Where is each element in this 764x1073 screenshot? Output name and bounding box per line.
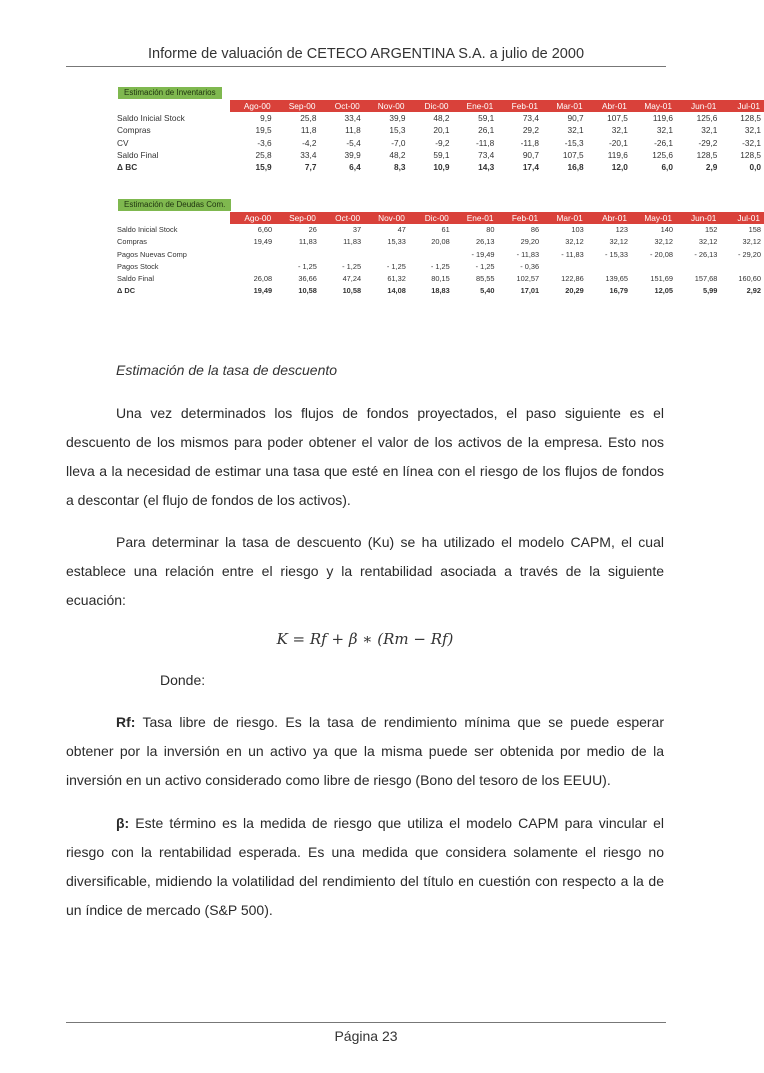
page-header: Informe de valuación de CETECO ARGENTINA S.A. a julio de 2000 xyxy=(147,46,585,62)
table-cell: 73,4 xyxy=(478,149,495,160)
header-rule xyxy=(66,66,666,67)
table-cell: 61 xyxy=(441,225,450,235)
table-cell: 33,4 xyxy=(300,149,317,160)
table-cell: 102,57 xyxy=(516,274,540,284)
table-cell: 32,1 xyxy=(744,125,761,136)
table-cell: 19,5 xyxy=(255,125,272,136)
footer-rule xyxy=(66,1022,666,1023)
row-label: CV xyxy=(117,137,129,148)
table-cell: 59,1 xyxy=(478,113,495,124)
table-cell: 20,29 xyxy=(565,286,584,296)
table-row xyxy=(116,261,764,273)
table-cell: 32,12 xyxy=(609,237,628,247)
table-cell: 7,7 xyxy=(304,162,317,173)
table-cell: 29,2 xyxy=(522,125,539,136)
table-cell: 6,0 xyxy=(661,162,673,173)
table-cell: 80,15 xyxy=(431,274,450,284)
table-cell: -15,3 xyxy=(564,137,584,148)
table-cell: - 1,25 xyxy=(475,261,495,271)
table-cell: 26,13 xyxy=(476,237,495,247)
row-label: Saldo Inicial Stock xyxy=(117,113,185,124)
month-header: May-01 xyxy=(631,100,676,112)
table-cell: - 19,49 xyxy=(471,249,495,259)
month-header: Ago-00 xyxy=(230,100,275,112)
table-cell: 32,1 xyxy=(656,125,673,136)
month-header: Ago-00 xyxy=(230,212,275,224)
month-header: Ene-01 xyxy=(453,212,498,224)
table-cell: 25,8 xyxy=(255,149,272,160)
table-row xyxy=(116,273,764,285)
month-header: Dic-00 xyxy=(409,100,453,112)
table-cell xyxy=(631,261,676,273)
month-header: Feb-01 xyxy=(497,100,542,112)
table-row xyxy=(116,112,764,124)
table-cell xyxy=(676,261,720,273)
table-cell: 15,33 xyxy=(387,237,406,247)
table-cell: 32,12 xyxy=(654,237,674,247)
table-row xyxy=(116,149,764,161)
table-cell: 32,1 xyxy=(567,125,584,136)
table-cell: 140 xyxy=(660,225,674,235)
month-header: Jul-01 xyxy=(720,100,764,112)
month-header: Dic-00 xyxy=(409,212,453,224)
table-cell: 90,7 xyxy=(567,113,584,124)
month-header: Feb-01 xyxy=(498,212,543,224)
table-cell: 123 xyxy=(615,225,628,235)
table-cell: 125,6 xyxy=(696,113,718,124)
month-header: Sep-00 xyxy=(275,212,320,224)
table-cell: 152 xyxy=(705,225,718,235)
table-cell: -4,2 xyxy=(302,137,317,148)
table-cell: 26 xyxy=(308,225,317,235)
row-label: Pagos Stock xyxy=(117,261,159,271)
month-header: Mar-01 xyxy=(542,100,587,112)
table-cell: 20,08 xyxy=(431,237,450,247)
beta-term: β: xyxy=(116,815,130,831)
table-cell xyxy=(542,261,587,273)
table-cell: 59,1 xyxy=(433,149,450,160)
table-cell: 32,12 xyxy=(698,237,718,247)
table-cell: 11,8 xyxy=(300,125,317,136)
table-cell xyxy=(230,261,275,273)
table-cell: 128,5 xyxy=(740,149,761,160)
table-cell: 9,9 xyxy=(260,113,272,124)
paragraph-rf xyxy=(66,708,664,795)
month-header: Nov-00 xyxy=(364,212,409,224)
table-cell: 16,79 xyxy=(609,286,628,296)
table-cell: -3,6 xyxy=(257,137,272,148)
table-cell: -11,8 xyxy=(520,137,539,148)
table-cell: 107,5 xyxy=(562,149,584,160)
table-cell xyxy=(275,249,320,261)
row-label: Δ BC xyxy=(117,162,138,173)
month-header: Abr-01 xyxy=(587,100,631,112)
row-label: Saldo Final xyxy=(117,274,154,284)
table-header-row xyxy=(116,100,764,112)
table-cell: 26,08 xyxy=(253,274,273,284)
rf-definition: Tasa libre de riesgo. Es la tasa de rendimiento mínima que se puede esperar obtener por la inversión en un activo ya que la misma puede ser obtenida por medio de la inversión en un activo considerado como libre de riesgo (Bono del tesoro de los EEUU). xyxy=(66,714,664,788)
table-cell: 20,1 xyxy=(433,125,450,136)
table-cell: -26,1 xyxy=(654,137,673,148)
table-header-blank xyxy=(116,100,230,112)
table-cell: 39,9 xyxy=(344,149,361,160)
paragraph-beta xyxy=(66,809,664,925)
table-cell: - 1,25 xyxy=(430,261,450,271)
table-cell: 10,58 xyxy=(298,286,317,296)
table-cell: -11,8 xyxy=(476,137,495,148)
table-cell: 157,68 xyxy=(694,274,718,284)
table-cell: 32,12 xyxy=(565,237,584,247)
table-cell: 10,58 xyxy=(342,286,362,296)
table-cell: 103 xyxy=(571,225,584,235)
table-cell: 2,9 xyxy=(705,162,718,173)
table-cell: 125,6 xyxy=(652,149,673,160)
table-cell: 122,86 xyxy=(561,274,584,284)
table-cell: 11,8 xyxy=(345,125,361,136)
table-cell: 39,9 xyxy=(389,113,406,124)
table-cell: 19,49 xyxy=(253,286,273,296)
table-cell: 107,5 xyxy=(607,113,628,124)
table-cell xyxy=(320,249,364,261)
inventarios-table xyxy=(116,100,764,173)
table-cell: 151,69 xyxy=(650,274,674,284)
month-header: May-01 xyxy=(631,212,676,224)
table-cell: -32,1 xyxy=(742,137,761,148)
month-header: Jul-01 xyxy=(720,212,764,224)
inventarios-table-label: Estimación de Inventarios xyxy=(118,87,222,99)
table-cell: - 11,83 xyxy=(516,249,540,259)
table-cell: 29,20 xyxy=(520,237,540,247)
section-title: Estimación de la tasa de descuento xyxy=(116,362,338,378)
table-cell: 37 xyxy=(352,225,362,235)
table-cell: - 1,25 xyxy=(297,261,317,271)
table-cell: 8,3 xyxy=(393,162,406,173)
month-header: Oct-00 xyxy=(319,100,363,112)
table-cell: - 1,25 xyxy=(386,261,406,271)
table-cell: 18,83 xyxy=(431,286,450,296)
table-cell: 17,4 xyxy=(522,162,539,173)
table-cell: - 29,20 xyxy=(737,249,761,259)
table-cell: 48,2 xyxy=(389,149,406,160)
table-cell: 12,0 xyxy=(611,162,628,173)
table-cell: 5,40 xyxy=(480,286,495,296)
table-cell: 0,0 xyxy=(749,162,761,173)
table-cell: 25,8 xyxy=(300,113,317,124)
table-cell: 47,24 xyxy=(342,274,362,284)
table-row xyxy=(116,137,764,149)
table-cell: - 20,08 xyxy=(650,249,674,259)
deudas-table xyxy=(116,212,764,297)
table-cell: 32,1 xyxy=(701,125,718,136)
table-cell: - 0,36 xyxy=(520,261,540,271)
row-label: Saldo Final xyxy=(117,149,159,160)
month-header: Mar-01 xyxy=(542,212,587,224)
month-header: Abr-01 xyxy=(587,212,631,224)
row-label: Saldo Inicial Stock xyxy=(117,225,178,235)
table-cell: -29,2 xyxy=(698,137,718,148)
table-cell: 5,99 xyxy=(702,286,718,296)
table-cell: 61,32 xyxy=(387,274,406,284)
table-cell: 26,1 xyxy=(478,125,495,136)
table-cell: 14,08 xyxy=(387,286,406,296)
table-cell: - 11,83 xyxy=(561,249,584,259)
table-cell: - 1,25 xyxy=(342,261,362,271)
page-number: Página 23 xyxy=(334,1028,398,1044)
table-cell: 32,12 xyxy=(742,237,761,247)
table-row xyxy=(116,161,764,173)
table-cell: 6,4 xyxy=(349,162,361,173)
donde-label: Donde: xyxy=(160,672,206,688)
beta-definition: Este término es la medida de riesgo que utiliza el modelo CAPM para vincular el riesgo con la rentabilidad esperada. Es una medida que considera solamente el riesgo no diversificable, midiendo la volatilidad del rendimiento del título en cuestión con respecto a la de un índice de mercado (S&P 500). xyxy=(66,815,664,918)
row-label: Compras xyxy=(117,237,147,247)
table-cell xyxy=(587,261,631,273)
table-row xyxy=(116,224,764,236)
paragraph-flujos: Una vez determinados los flujos de fondos proyectados, el paso siguiente es el descuento de los mismos para poder obtener el valor de los activos de la empresa. Esto nos lleva a la necesidad de estimar una tasa que esté en línea con el riesgo de los flujos de fondos a descontar (el flujo de fondos de los activos). xyxy=(66,405,664,508)
table-cell: -5,4 xyxy=(346,137,361,148)
table-cell: 86 xyxy=(530,225,540,235)
table-cell: 17,01 xyxy=(520,286,540,296)
table-cell: 11,83 xyxy=(343,237,362,247)
table-cell: 6,60 xyxy=(257,225,273,235)
table-cell: 80 xyxy=(486,225,495,235)
table-cell: 119,6 xyxy=(652,113,673,124)
rf-term: Rf: xyxy=(116,714,136,730)
table-cell: - 15,33 xyxy=(604,249,628,259)
deudas-table-label: Estimación de Deudas Com. xyxy=(118,199,231,211)
table-cell: 15,9 xyxy=(255,162,272,173)
row-label: Compras xyxy=(117,125,151,136)
table-cell: -20,1 xyxy=(608,137,628,148)
table-header-row xyxy=(116,212,764,224)
month-header: Ene-01 xyxy=(452,100,497,112)
table-cell: - 26,13 xyxy=(694,249,718,259)
table-cell: 119,6 xyxy=(607,149,628,160)
table-cell: 10,9 xyxy=(433,162,450,173)
table-cell: 36,66 xyxy=(298,274,317,284)
month-header: Nov-00 xyxy=(364,100,409,112)
row-label: Pagos Nuevas Comp xyxy=(117,249,187,259)
table-cell: 139,65 xyxy=(605,274,628,284)
month-header: Jun-01 xyxy=(676,212,720,224)
table-cell: 15,3 xyxy=(389,125,406,136)
table-cell: 12,05 xyxy=(654,286,674,296)
table-row xyxy=(116,124,764,136)
table-cell: 2,92 xyxy=(746,286,761,296)
month-header: Sep-00 xyxy=(275,100,320,112)
table-cell: 16,8 xyxy=(567,162,584,173)
table-row xyxy=(116,236,764,248)
table-cell: 19,49 xyxy=(253,237,273,247)
table-cell: 32,1 xyxy=(611,125,628,136)
capm-formula: K = Rf + β ∗ (Rm − Rf) xyxy=(276,630,454,648)
month-header: Jun-01 xyxy=(676,100,720,112)
paragraph-capm: Para determinar la tasa de descuento (Ku) se ha utilizado el modelo CAPM, el cual establece una relación entre el riesgo y la rentabilidad asociada a través de la siguiente ecuación: xyxy=(66,534,664,608)
table-cell xyxy=(409,249,453,261)
month-header: Oct-00 xyxy=(320,212,364,224)
table-cell xyxy=(230,249,275,261)
table-cell: 85,55 xyxy=(476,274,495,284)
table-cell: 128,5 xyxy=(740,113,761,124)
table-cell: 14,3 xyxy=(478,162,495,173)
table-row xyxy=(116,249,764,261)
table-cell: 73,4 xyxy=(522,113,539,124)
table-cell: 11,83 xyxy=(298,237,317,247)
table-cell: 90,7 xyxy=(522,149,539,160)
table-cell xyxy=(720,261,764,273)
table-cell: 47 xyxy=(397,225,406,235)
row-label: Δ DC xyxy=(117,286,136,296)
table-cell: 158 xyxy=(748,225,761,235)
table-cell xyxy=(364,249,409,261)
table-cell: 128,5 xyxy=(696,149,718,160)
table-row xyxy=(116,285,764,297)
table-cell: 48,2 xyxy=(433,113,450,124)
table-header-blank xyxy=(116,212,230,224)
table-cell: -9,2 xyxy=(435,137,450,148)
table-cell: 160,60 xyxy=(738,274,761,284)
table-cell: -7,0 xyxy=(391,137,406,148)
table-cell: 33,4 xyxy=(344,113,361,124)
